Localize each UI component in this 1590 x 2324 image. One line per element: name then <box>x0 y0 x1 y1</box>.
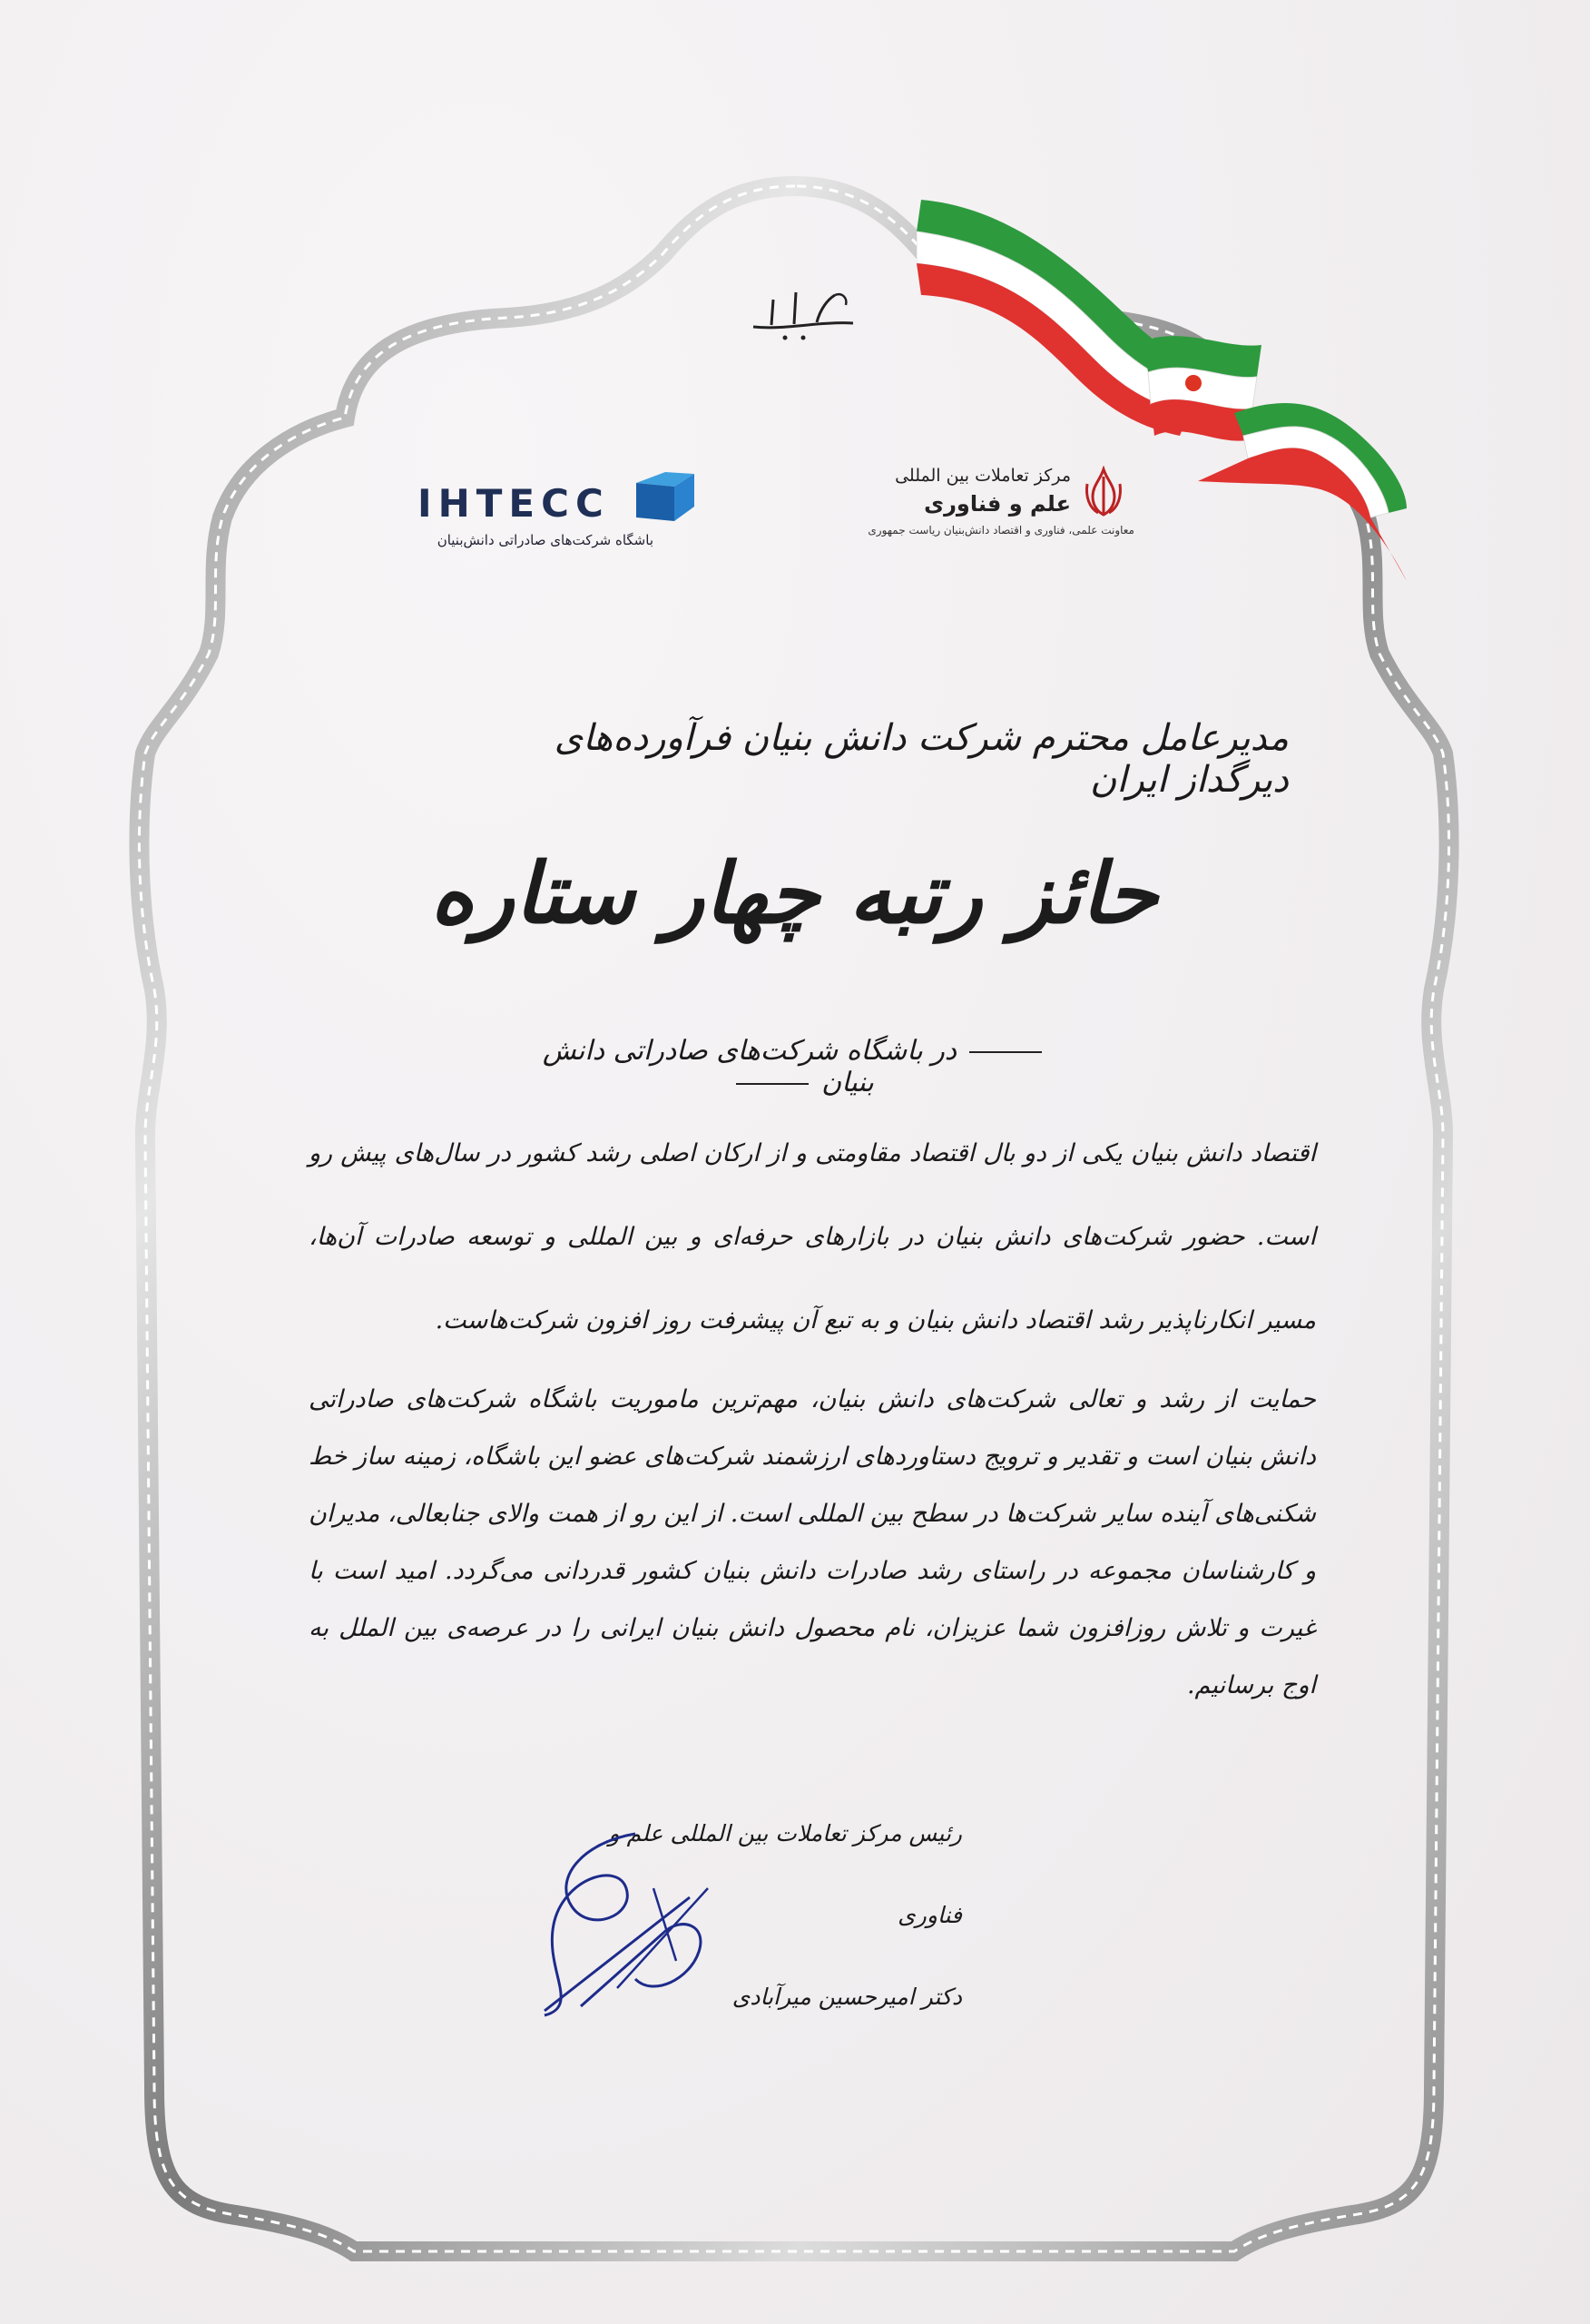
paragraph-1: اقتصاد دانش بنیان یکی از دو بال اقتصاد مقاومتی و از ارکان اصلی رشد کشور در سال‌های پیش رو است. حضور شرکت‌های دانش بنیان در بازارهای حرفه‌ای و بین المللی و توسعه صادرات آن‌ها، مسیر انکارناپذیر رشد اقتصاد دانش بنیان و به تبع آن پیشرفت روز افزون شرکت‌هاست. <box>309 1139 1316 1334</box>
iran-emblem-icon <box>1082 466 1125 518</box>
divider-dash <box>969 1051 1042 1053</box>
signatory-role: رئیس مرکز تعاملات بین المللی علم و فناوری <box>608 1820 962 1928</box>
divider-dash <box>736 1083 809 1085</box>
ihtecc-subtitle: باشگاه شرکت‌های صادراتی دانش‌بنیان <box>437 532 653 548</box>
basmala-calligraphy-icon <box>744 272 862 354</box>
center-name-line1: مرکز تعاملات بین المللی <box>895 466 1071 486</box>
basmala-mark <box>744 272 862 354</box>
signatory-name: دکتر امیرحسین میرآبادی <box>731 1984 962 2010</box>
center-affiliation: معاونت علمی، فناوری و اقتصاد دانش‌بنیان ریاست جمهوری <box>868 524 1134 537</box>
ihtecc-emblem-icon <box>631 467 696 525</box>
international-center-logo <box>868 458 1134 549</box>
ihtecc-wordmark: IHTECC <box>417 481 610 526</box>
paragraph-2: حمایت از رشد و تعالی شرکت‌های دانش بنیان، مهم‌ترین ماموریت باشگاه شرکت‌های صادراتی دانش بنیان است و تقدیر و ترویج دستاوردهای ارزشمند شرکت‌های عضو این باشگاه، زمینه ساز خط شکنی‌های آینده سایر شرکت‌ها در سطح بین المللی است. از این رو از همت والای جنابعالی، مدیران و کارشناسان مجموعه در راستای رشد صادرات دانش بنیان کشور قدردانی می‌گردد. امید است با غیرت و تلاش روزافزون شما عزیزان، نام محصول دانش بنیان ایرانی را در عرصه‌ی بین الملل به اوج برسانیم. <box>309 1385 1316 1699</box>
award-subtitle-text: در باشگاه شرکت‌های صادراتی دانش بنیان <box>542 1035 957 1098</box>
center-name-line2: علم و فناوری <box>924 491 1071 517</box>
handwritten-signature <box>526 1825 762 2024</box>
recipient-line: مدیرعامل محترم شرکت دانش بنیان فرآورده‌های دیرگداز ایران <box>554 717 1289 801</box>
ihtecc-logo <box>417 461 708 552</box>
award-subtitle <box>526 1035 1071 1098</box>
award-title: حائز رتبه چهار ستاره <box>430 844 1158 942</box>
